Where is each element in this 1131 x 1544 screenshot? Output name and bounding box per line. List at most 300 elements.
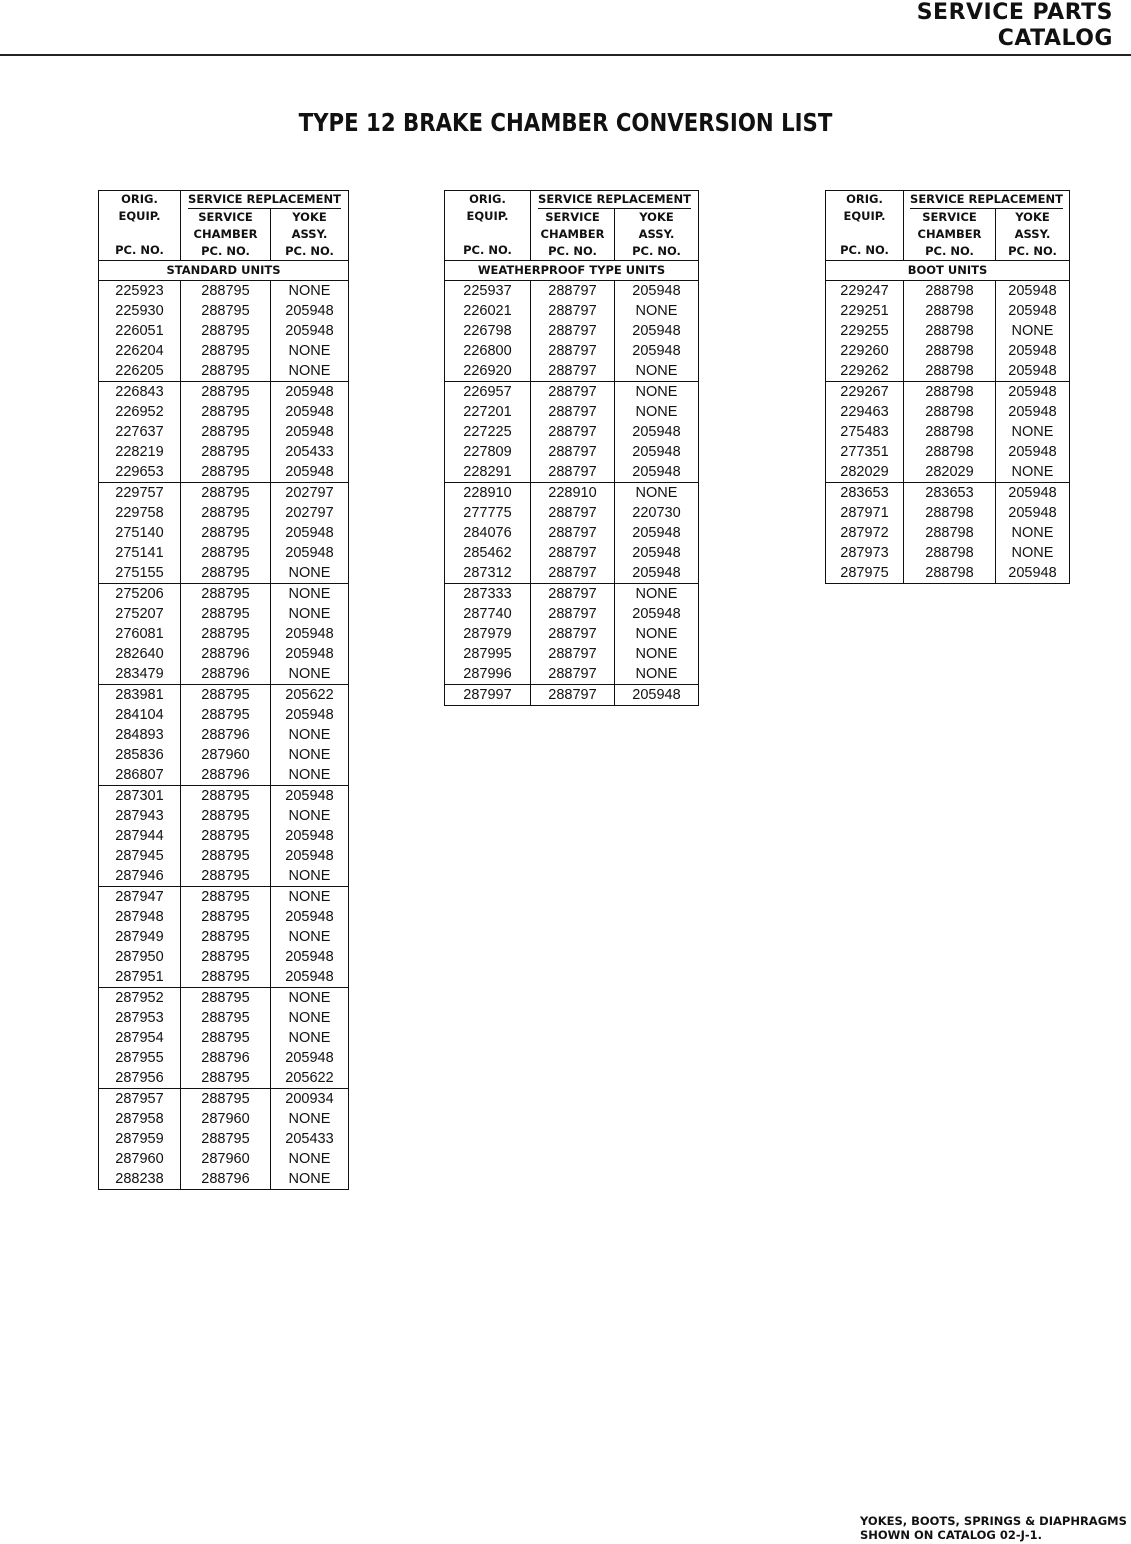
yoke-part-number: 205948 — [996, 563, 1070, 584]
yoke-part-number: 205948 — [271, 402, 349, 422]
chamber-part-number: 228910 — [531, 483, 615, 504]
table-row — [99, 705, 349, 725]
yoke-part-number: NONE — [615, 361, 699, 382]
chamber-part-number: 288795 — [181, 826, 271, 846]
orig-part-number: 229251 — [826, 301, 904, 321]
yoke-part-number: NONE — [271, 604, 349, 624]
table-row — [99, 382, 349, 403]
yoke-part-number: 205948 — [271, 624, 349, 644]
yoke-part-number: 205948 — [615, 422, 699, 442]
orig-part-number: 226204 — [99, 341, 181, 361]
orig-part-number: 228910 — [445, 483, 531, 504]
yoke-part-number: NONE — [271, 281, 349, 302]
footer-line-1: YOKES, BOOTS, SPRINGS & DIAPHRAGMS — [860, 1514, 1127, 1528]
chamber-part-number: 288798 — [904, 503, 996, 523]
chamber-part-number: 288797 — [531, 685, 615, 706]
table-row — [445, 563, 699, 584]
orig-part-number: 226051 — [99, 321, 181, 341]
table-row — [99, 422, 349, 442]
chamber-part-number: 288796 — [181, 765, 271, 786]
yoke-part-number: 205433 — [271, 442, 349, 462]
chamber-part-number: 288795 — [181, 462, 271, 483]
orig-part-number: 287950 — [99, 947, 181, 967]
chamber-part-number: 288798 — [904, 361, 996, 382]
orig-part-number: 229463 — [826, 402, 904, 422]
table-row — [445, 543, 699, 563]
table-row — [445, 644, 699, 664]
yoke-part-number: 205948 — [996, 281, 1070, 302]
header-row — [826, 191, 1070, 210]
yoke-part-number: 200934 — [271, 1089, 349, 1110]
yoke-part-number: NONE — [271, 563, 349, 584]
orig-part-number: 226798 — [445, 321, 531, 341]
table-row — [445, 604, 699, 624]
table-row — [99, 866, 349, 887]
section-label: WEATHERPROOF TYPE UNITS — [445, 261, 699, 281]
table-row — [826, 563, 1070, 584]
table-row — [99, 321, 349, 341]
row-group — [445, 382, 699, 483]
yoke-part-number: 205948 — [615, 281, 699, 302]
yoke-part-number: 205948 — [615, 462, 699, 483]
yoke-part-number: NONE — [996, 422, 1070, 442]
header-service-chamber — [531, 209, 615, 261]
orig-part-number: 287740 — [445, 604, 531, 624]
table-row — [826, 341, 1070, 361]
header-yoke-line: YOKE — [639, 210, 674, 224]
orig-part-number: 288238 — [99, 1169, 181, 1190]
header-row — [445, 191, 699, 210]
yoke-part-number: NONE — [271, 988, 349, 1009]
catalog-header — [917, 0, 1113, 52]
yoke-part-number: 205948 — [615, 442, 699, 462]
header-orig-line: PC. NO. — [840, 243, 889, 257]
header-orig-line: PC. NO. — [463, 243, 512, 257]
chamber-part-number: 288795 — [181, 321, 271, 341]
orig-part-number: 287997 — [445, 685, 531, 706]
chamber-part-number: 288797 — [531, 301, 615, 321]
conversion-table-standard — [98, 190, 349, 1190]
header-yoke-line: PC. NO. — [285, 244, 334, 258]
yoke-part-number: NONE — [615, 624, 699, 644]
yoke-part-number: NONE — [271, 1028, 349, 1048]
yoke-part-number: 205948 — [271, 543, 349, 563]
chamber-part-number: 288795 — [181, 1089, 271, 1110]
header-orig-line: EQUIP. — [843, 209, 886, 223]
chamber-part-number: 288797 — [531, 281, 615, 302]
chamber-part-number: 288795 — [181, 523, 271, 543]
orig-part-number: 229757 — [99, 483, 181, 504]
chamber-part-number: 288795 — [181, 604, 271, 624]
table-row — [445, 523, 699, 543]
chamber-part-number: 288798 — [904, 321, 996, 341]
header-chamber-line: SERVICE — [545, 210, 600, 224]
chamber-part-number: 288795 — [181, 543, 271, 563]
section-row — [445, 261, 699, 281]
yoke-part-number: 205948 — [615, 604, 699, 624]
table-row — [99, 846, 349, 866]
row-group — [99, 1089, 349, 1190]
chamber-part-number: 282029 — [904, 462, 996, 483]
header-spacer — [826, 225, 903, 242]
table-row — [99, 543, 349, 563]
chamber-part-number: 288797 — [531, 563, 615, 584]
yoke-part-number: NONE — [615, 382, 699, 403]
yoke-part-number: 202797 — [271, 483, 349, 504]
chamber-part-number: 287960 — [181, 745, 271, 765]
row-group — [445, 584, 699, 685]
yoke-part-number: 205948 — [271, 422, 349, 442]
chamber-part-number: 288795 — [181, 1028, 271, 1048]
table-row — [99, 1169, 349, 1190]
chamber-part-number: 288795 — [181, 584, 271, 605]
table-row — [99, 1008, 349, 1028]
table-row — [99, 442, 349, 462]
table-row — [826, 361, 1070, 382]
orig-part-number: 226957 — [445, 382, 531, 403]
chamber-part-number: 288798 — [904, 301, 996, 321]
table-row — [99, 483, 349, 504]
chamber-part-number: 288795 — [181, 1008, 271, 1028]
header-yoke-line: ASSY. — [291, 227, 328, 241]
header-orig-line: ORIG. — [846, 192, 883, 206]
yoke-part-number: 220730 — [615, 503, 699, 523]
table-row — [99, 685, 349, 706]
orig-part-number: 285836 — [99, 745, 181, 765]
chamber-part-number: 288795 — [181, 806, 271, 826]
table-row — [445, 321, 699, 341]
yoke-part-number: NONE — [271, 765, 349, 786]
yoke-part-number: NONE — [996, 321, 1070, 341]
table-row — [99, 624, 349, 644]
table-row — [445, 462, 699, 483]
yoke-part-number: 202797 — [271, 503, 349, 523]
chamber-part-number: 288797 — [531, 584, 615, 605]
orig-part-number: 287949 — [99, 927, 181, 947]
orig-part-number: 225937 — [445, 281, 531, 302]
table-row — [445, 685, 699, 706]
header-orig-line: ORIG. — [469, 192, 506, 206]
conversion-table-weatherproof — [444, 190, 699, 706]
header-yoke-assy — [271, 209, 349, 261]
yoke-part-number: NONE — [615, 301, 699, 321]
orig-part-number: 287973 — [826, 543, 904, 563]
chamber-part-number: 288795 — [181, 402, 271, 422]
table-row — [99, 523, 349, 543]
orig-part-number: 226952 — [99, 402, 181, 422]
chamber-part-number: 288795 — [181, 382, 271, 403]
header-row — [99, 191, 349, 210]
table-header — [826, 191, 1070, 281]
row-group — [445, 685, 699, 706]
table-row — [826, 301, 1070, 321]
chamber-part-number: 288797 — [531, 624, 615, 644]
header-chamber-line: CHAMBER — [540, 227, 605, 241]
yoke-part-number: 205948 — [615, 523, 699, 543]
table-row — [99, 644, 349, 664]
chamber-part-number: 288795 — [181, 786, 271, 807]
chamber-part-number: 288795 — [181, 624, 271, 644]
yoke-part-number: NONE — [271, 1149, 349, 1169]
table-row — [445, 624, 699, 644]
orig-part-number: 287996 — [445, 664, 531, 685]
chamber-part-number: 288795 — [181, 705, 271, 725]
table-row — [99, 503, 349, 523]
orig-part-number: 287995 — [445, 644, 531, 664]
orig-part-number: 227225 — [445, 422, 531, 442]
yoke-part-number: NONE — [996, 523, 1070, 543]
table-row — [99, 907, 349, 927]
yoke-part-number: 205948 — [271, 705, 349, 725]
yoke-part-number: NONE — [271, 341, 349, 361]
table-row — [445, 281, 699, 302]
row-group — [826, 382, 1070, 483]
orig-part-number: 282640 — [99, 644, 181, 664]
conversion-table-boot — [825, 190, 1070, 584]
chamber-part-number: 288795 — [181, 967, 271, 988]
header-chamber-line: PC. NO. — [548, 244, 597, 258]
header-chamber-line: CHAMBER — [193, 227, 258, 241]
orig-part-number: 284893 — [99, 725, 181, 745]
yoke-part-number: NONE — [271, 584, 349, 605]
orig-part-number: 287333 — [445, 584, 531, 605]
chamber-part-number: 288798 — [904, 341, 996, 361]
chamber-part-number: 288797 — [531, 462, 615, 483]
table-row — [99, 967, 349, 988]
header-yoke-line: ASSY. — [1014, 227, 1051, 241]
orig-part-number: 287953 — [99, 1008, 181, 1028]
row-group — [826, 483, 1070, 584]
table-row — [445, 664, 699, 685]
orig-part-number: 287943 — [99, 806, 181, 826]
header-service-replacement-label: SERVICE REPLACEMENT — [188, 191, 341, 209]
orig-part-number: 277775 — [445, 503, 531, 523]
chamber-part-number: 288795 — [181, 887, 271, 908]
orig-part-number: 275155 — [99, 563, 181, 584]
header-service-replacement-label: SERVICE REPLACEMENT — [538, 191, 691, 209]
yoke-part-number: 205948 — [271, 462, 349, 483]
chamber-part-number: 288797 — [531, 422, 615, 442]
chamber-part-number: 288798 — [904, 422, 996, 442]
orig-part-number: 228219 — [99, 442, 181, 462]
yoke-part-number: NONE — [271, 1008, 349, 1028]
chamber-part-number: 288795 — [181, 947, 271, 967]
chamber-part-number: 288797 — [531, 382, 615, 403]
header-orig-line: EQUIP. — [466, 209, 509, 223]
header-orig-equip — [826, 191, 904, 261]
chamber-part-number: 288796 — [181, 725, 271, 745]
row-group — [99, 382, 349, 483]
chamber-part-number: 288797 — [531, 644, 615, 664]
orig-part-number: 284104 — [99, 705, 181, 725]
table-row — [99, 402, 349, 422]
yoke-part-number: NONE — [271, 1169, 349, 1190]
header-orig-equip — [445, 191, 531, 261]
table-row — [826, 281, 1070, 302]
table-row — [826, 422, 1070, 442]
chamber-part-number: 288796 — [181, 1169, 271, 1190]
table-row — [99, 725, 349, 745]
yoke-part-number: 205948 — [996, 382, 1070, 403]
chamber-part-number: 288795 — [181, 442, 271, 462]
orig-part-number: 275141 — [99, 543, 181, 563]
chamber-part-number: 288797 — [531, 442, 615, 462]
yoke-part-number: 205948 — [271, 1048, 349, 1068]
header-chamber-line: PC. NO. — [925, 244, 974, 258]
chamber-part-number: 287960 — [181, 1149, 271, 1169]
header-orig-line: ORIG. — [121, 192, 158, 206]
yoke-part-number: NONE — [271, 664, 349, 685]
table-row — [99, 1149, 349, 1169]
orig-part-number: 226843 — [99, 382, 181, 403]
footer-note — [860, 1514, 1127, 1542]
orig-part-number: 229247 — [826, 281, 904, 302]
table-row — [99, 1109, 349, 1129]
table-row — [99, 745, 349, 765]
yoke-part-number: NONE — [615, 402, 699, 422]
chamber-part-number: 288795 — [181, 281, 271, 302]
orig-part-number: 287945 — [99, 846, 181, 866]
orig-part-number: 287955 — [99, 1048, 181, 1068]
table-row — [99, 301, 349, 321]
yoke-part-number: 205948 — [271, 786, 349, 807]
row-group — [445, 483, 699, 584]
header-orig-equip — [99, 191, 181, 261]
yoke-part-number: 205622 — [271, 685, 349, 706]
row-group — [99, 483, 349, 584]
header-service-replacement — [904, 191, 1070, 210]
yoke-part-number: NONE — [271, 927, 349, 947]
chamber-part-number: 288798 — [904, 442, 996, 462]
orig-part-number: 228291 — [445, 462, 531, 483]
section-label: BOOT UNITS — [826, 261, 1070, 281]
yoke-part-number: NONE — [271, 806, 349, 826]
table-row — [445, 341, 699, 361]
table-header — [445, 191, 699, 281]
orig-part-number: 287956 — [99, 1068, 181, 1089]
orig-part-number: 225930 — [99, 301, 181, 321]
orig-part-number: 287312 — [445, 563, 531, 584]
chamber-part-number: 283653 — [904, 483, 996, 504]
orig-part-number: 284076 — [445, 523, 531, 543]
yoke-part-number: NONE — [271, 745, 349, 765]
chamber-part-number: 288795 — [181, 341, 271, 361]
orig-part-number: 283653 — [826, 483, 904, 504]
header-rule — [0, 54, 1131, 56]
yoke-part-number: 205948 — [271, 644, 349, 664]
orig-part-number: 276081 — [99, 624, 181, 644]
header-orig-line: EQUIP. — [118, 209, 161, 223]
orig-part-number: 287952 — [99, 988, 181, 1009]
orig-part-number: 275140 — [99, 523, 181, 543]
orig-part-number: 287301 — [99, 786, 181, 807]
header-line-2: CATALOG — [997, 26, 1113, 51]
orig-part-number: 287975 — [826, 563, 904, 584]
table-row — [445, 402, 699, 422]
yoke-part-number: NONE — [271, 361, 349, 382]
table-row — [99, 826, 349, 846]
orig-part-number: 226800 — [445, 341, 531, 361]
yoke-part-number: 205948 — [271, 301, 349, 321]
orig-part-number: 287971 — [826, 503, 904, 523]
chamber-part-number: 288795 — [181, 685, 271, 706]
table-row — [826, 462, 1070, 483]
header-service-replacement — [181, 191, 349, 210]
header-yoke-line: YOKE — [292, 210, 327, 224]
chamber-part-number: 288795 — [181, 563, 271, 584]
yoke-part-number: 205948 — [615, 321, 699, 341]
row-group — [99, 887, 349, 988]
yoke-part-number: 205948 — [996, 503, 1070, 523]
header-service-replacement — [531, 191, 699, 210]
row-group — [99, 584, 349, 685]
yoke-part-number: 205948 — [271, 947, 349, 967]
yoke-part-number: 205948 — [996, 442, 1070, 462]
yoke-part-number: 205948 — [615, 341, 699, 361]
header-line-1: SERVICE PARTS — [916, 0, 1113, 25]
orig-part-number: 287948 — [99, 907, 181, 927]
chamber-part-number: 288796 — [181, 1048, 271, 1068]
table-row — [445, 442, 699, 462]
orig-part-number: 277351 — [826, 442, 904, 462]
table-row — [99, 1028, 349, 1048]
header-service-chamber — [181, 209, 271, 261]
yoke-part-number: NONE — [615, 644, 699, 664]
yoke-part-number: 205948 — [996, 301, 1070, 321]
orig-part-number: 286807 — [99, 765, 181, 786]
yoke-part-number: NONE — [996, 543, 1070, 563]
yoke-part-number: 205948 — [271, 321, 349, 341]
yoke-part-number: 205948 — [271, 382, 349, 403]
table-row — [99, 361, 349, 382]
orig-part-number: 275206 — [99, 584, 181, 605]
table-row — [99, 927, 349, 947]
table-row — [99, 786, 349, 807]
chamber-part-number: 288798 — [904, 281, 996, 302]
yoke-part-number: NONE — [271, 887, 349, 908]
header-yoke-line: PC. NO. — [632, 244, 681, 258]
table-row — [99, 806, 349, 826]
orig-part-number: 229255 — [826, 321, 904, 341]
row-group — [99, 281, 349, 382]
table-row — [826, 503, 1070, 523]
table-row — [826, 321, 1070, 341]
table-row — [99, 1089, 349, 1110]
chamber-part-number: 288797 — [531, 321, 615, 341]
yoke-part-number: 205948 — [271, 907, 349, 927]
orig-part-number: 283981 — [99, 685, 181, 706]
header-spacer — [445, 225, 530, 242]
orig-part-number: 229260 — [826, 341, 904, 361]
orig-part-number: 226021 — [445, 301, 531, 321]
chamber-part-number: 288798 — [904, 523, 996, 543]
chamber-part-number: 288795 — [181, 483, 271, 504]
orig-part-number: 227809 — [445, 442, 531, 462]
footer-line-2: SHOWN ON CATALOG 02-J-1. — [860, 1528, 1043, 1542]
header-yoke-assy — [615, 209, 699, 261]
chamber-part-number: 288798 — [904, 563, 996, 584]
chamber-part-number: 288797 — [531, 604, 615, 624]
orig-part-number: 229262 — [826, 361, 904, 382]
orig-part-number: 287951 — [99, 967, 181, 988]
orig-part-number: 287960 — [99, 1149, 181, 1169]
table-row — [99, 947, 349, 967]
orig-part-number: 275483 — [826, 422, 904, 442]
header-spacer — [99, 225, 180, 242]
table-row — [99, 584, 349, 605]
chamber-part-number: 288795 — [181, 846, 271, 866]
yoke-part-number: 205948 — [996, 402, 1070, 422]
